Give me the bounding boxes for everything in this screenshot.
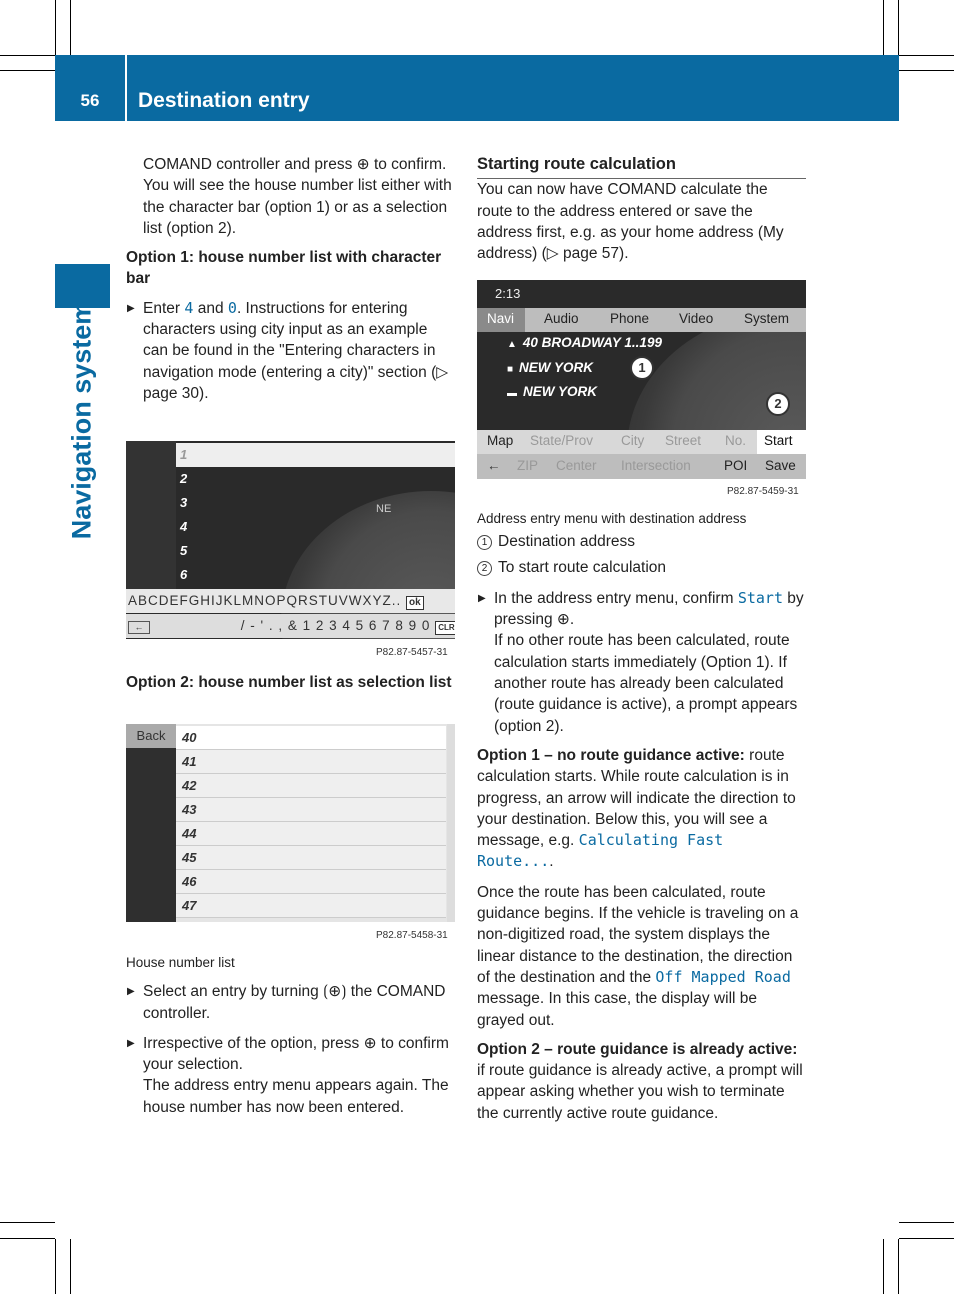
option1-heading: Option 1: house number list with character bar — [126, 249, 442, 288]
option2-heading: Option 2: house number list as selection list — [126, 674, 452, 691]
page-header — [55, 55, 899, 121]
list-item[interactable]: 47 — [176, 894, 446, 918]
tab-street[interactable]: Street — [665, 433, 702, 448]
list-item[interactable]: 40 — [176, 726, 446, 750]
scrollbar[interactable] — [447, 724, 455, 922]
destination-city: NEW YORK — [519, 360, 594, 375]
page-number: 56 — [80, 91, 100, 110]
left-bullet-confirm: ▶ Irrespective of the option, press ⊕ to confirm your selection. — [126, 1033, 456, 1076]
address-tabs — [477, 430, 806, 454]
list-item[interactable]: 42 — [176, 774, 446, 798]
action-intersection[interactable]: Intersection — [621, 458, 691, 473]
menu-audio[interactable]: Audio — [544, 311, 579, 326]
callout-2: 2 — [766, 392, 790, 416]
state-icon: ▬ — [507, 388, 517, 399]
left-bullet-enter: ▶ Enter 4 and 0. Instructions for entering characters using city input as an example can be found in the "Entering characters in navigation mode (entering a city)" section (▷ page 30). — [126, 298, 456, 404]
compass-label: NE — [376, 503, 392, 515]
address-actions — [477, 454, 806, 479]
list-item[interactable]: 4 — [180, 519, 188, 534]
tab-city[interactable]: City — [621, 433, 645, 448]
clock: 2:13 — [495, 286, 521, 301]
list-item[interactable]: 46 — [176, 870, 446, 894]
menu-navi[interactable]: Navi — [477, 308, 525, 332]
street-icon: ▲ — [507, 339, 517, 350]
figure-caption: Address entry menu with destination address — [477, 511, 747, 526]
ok-button[interactable]: ok — [406, 596, 424, 610]
city-icon: ■ — [507, 364, 514, 375]
start-button[interactable]: Start — [757, 430, 806, 454]
save-button[interactable]: Save — [765, 458, 796, 473]
header-separator — [125, 55, 127, 121]
action-poi[interactable]: POI — [724, 458, 748, 473]
list-item[interactable]: 3 — [180, 495, 188, 510]
tab-number[interactable]: No. — [725, 433, 747, 448]
screenshot-address-entry-menu — [477, 280, 806, 479]
digit-bar[interactable]: ← / - ' . , & 1 2 3 4 5 6 7 8 9 0 CLR — [126, 614, 455, 638]
back-icon[interactable]: ← — [128, 621, 150, 634]
section-title: Starting route calculation — [477, 154, 806, 179]
turn-controller-icon: ⟮⊕⟯ — [323, 983, 347, 1001]
menu-video[interactable]: Video — [679, 311, 714, 326]
figure-caption: House number list — [126, 955, 235, 970]
list-item[interactable]: 41 — [176, 750, 446, 774]
option2-paragraph: Option 2 – route guidance is already active: if route guidance is already active, a prompt will appear asking whether you wish to terminate the currently active route guidance. — [477, 1040, 803, 1122]
left-p1: COMAND controller and press ⊕ to confirm. — [143, 156, 447, 173]
destination-state: NEW YORK — [523, 384, 598, 399]
option1-paragraph: Option 1 – no route guidance active: route calculation starts. While route calculation is in progress, an arrow will indicate the direction to your destination. Below this, you will see a message, e.g. Calculating Fast Route.... — [477, 746, 796, 871]
figure-id: P82.87-5459-31 — [727, 486, 799, 497]
tab-state[interactable]: State/Prov — [530, 433, 594, 448]
destination-street: 40 BROADWAY 1..199 — [522, 335, 662, 350]
page-title: Destination entry — [138, 89, 310, 112]
list-item[interactable]: 43 — [176, 798, 446, 822]
legend-item-1: 1 Destination address — [477, 531, 806, 552]
screenshot-house-number-character-bar — [126, 441, 455, 639]
list-item[interactable]: 44 — [176, 822, 446, 846]
callout-1: 1 — [630, 356, 654, 380]
action-zip[interactable]: ZIP — [517, 458, 539, 473]
legend-item-2: 2 To start route calculation — [477, 557, 806, 578]
status-bar — [477, 280, 806, 308]
left-column — [126, 154, 456, 404]
press-controller-icon: ⊕ — [356, 156, 370, 173]
menu-phone[interactable]: Phone — [610, 311, 650, 326]
tab-map[interactable]: Map — [487, 433, 514, 448]
list-item[interactable]: 45 — [176, 846, 446, 870]
figure-id: P82.87-5457-31 — [376, 647, 448, 658]
list-item[interactable]: 5 — [180, 543, 188, 558]
action-center[interactable]: Center — [556, 458, 597, 473]
screenshot-house-number-selection-list — [126, 724, 455, 922]
list-item[interactable]: 6 — [180, 567, 188, 582]
menu-system[interactable]: System — [744, 311, 790, 326]
list-item[interactable]: 1 — [176, 443, 455, 467]
left-bullet-select: ▶ Select an entry by turning ⟮⊕⟯ the COMAND controller. — [126, 981, 456, 1024]
press-controller-icon: ⊕ — [363, 1034, 377, 1052]
left-p3: The address entry menu appears again. The house number has now been entered. — [143, 1077, 449, 1116]
clear-button[interactable]: CLR — [435, 621, 455, 635]
character-bar[interactable]: ABCDEFGHIJKLMNOPQRSTUVWXYZ.. ok — [126, 589, 455, 613]
press-controller-icon: ⊕ — [556, 611, 570, 629]
list-item[interactable]: 2 — [180, 471, 188, 486]
right-p1: You can now have COMAND calculate the route to the address entered or save the address first, e.g. as your home address (My address) (▷ page 57). — [477, 181, 784, 263]
right-p-guidance: Once the route has been calculated, route guidance begins. If the vehicle is traveling on a non-digitized road, the system displays the linear distance to the destination, the direction of the destination and the Off Mapped Road message. In this case, the display will be grayed out. — [477, 883, 799, 1029]
back-button[interactable]: Back — [126, 724, 176, 748]
sidebar-section-label: Navigation system — [66, 300, 97, 540]
figure-id: P82.87-5458-31 — [376, 930, 448, 941]
left-p2: You will see the house number list either with the character bar (option 1) or as a selection list (option 2). — [143, 177, 452, 237]
right-bullet-start: ▶ In the address entry menu, confirm Start by pressing ⊕. — [477, 588, 806, 631]
main-menu — [477, 308, 806, 332]
right-p-route: If no other route has been calculated, route calculation starts immediately (Option 1). If another route has already been calculated (route guidance is active), a prompt appears (option 2). — [494, 632, 798, 735]
back-icon[interactable]: ← — [487, 458, 501, 473]
